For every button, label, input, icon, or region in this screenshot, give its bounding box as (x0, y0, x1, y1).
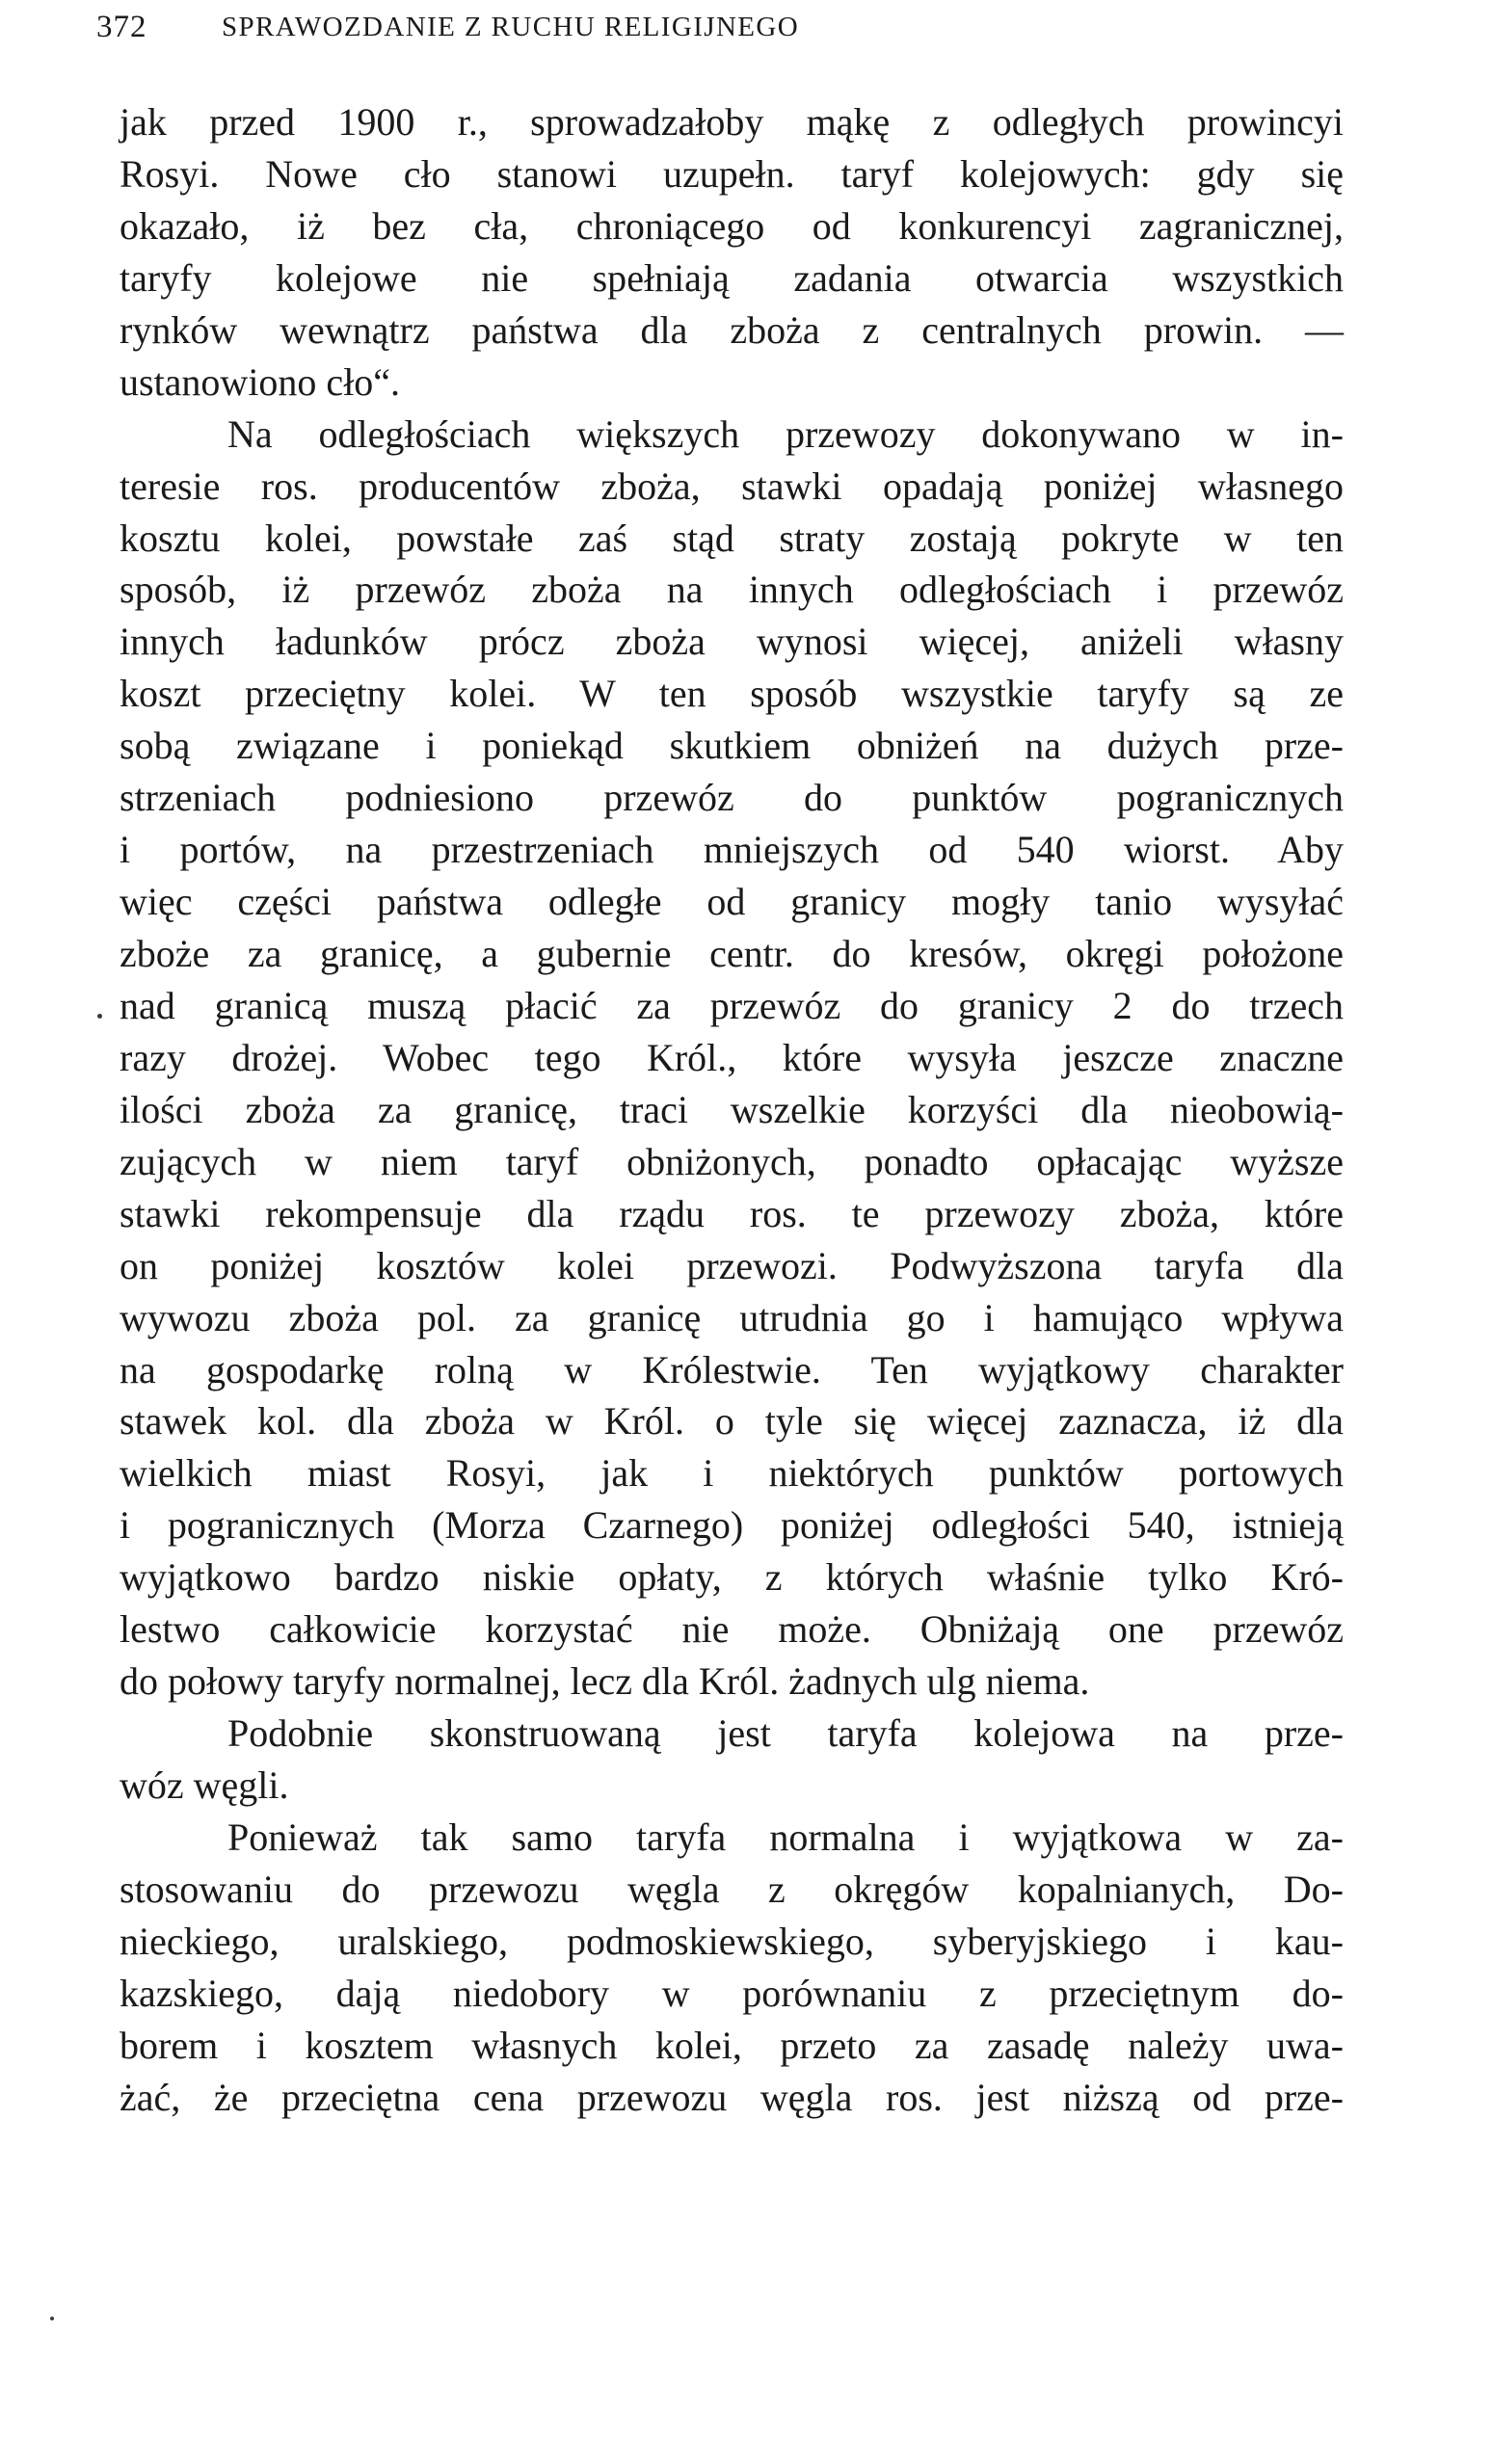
text-line: ustanowiono cło“. (120, 359, 401, 404)
running-head (96, 10, 1118, 48)
text-line: wyjątkowo bardzo niskie opłaty, z których właśnie tylko Kró- (120, 1555, 1344, 1600)
running-title: SPRAWOZDANIE Z RUCHU RELIGIJNEGO (222, 12, 800, 42)
paragraph-first-line: Podobnie skonstruowaną jest taryfa kolejowa na prze- (227, 1711, 1344, 1756)
body-text (120, 96, 1344, 2124)
text-line: jak przed 1900 r., sprowadzałoby mąkę z odległych prowincyi (120, 100, 1344, 144)
text-line: więc części państwa odległe od granicy mogły tanio wysyłać (120, 880, 1344, 924)
text-line: stawki rekompensuje dla rządu ros. te przewozy zboża, które (120, 1191, 1344, 1235)
text-line: razy drożej. Wobec tego Król., które wysyła jeszcze znaczne (120, 1035, 1344, 1079)
text-line: nieckiego, uralskiego, podmoskiewskiego, syberyjskiego i kau- (120, 1919, 1344, 1963)
text-line: koszt przeciętny kolei. W ten sposób wszystkie taryfy są ze (120, 672, 1344, 716)
text-line: Rosyi. Nowe cło stanowi uzupełn. taryf kolejowych: gdy się (120, 151, 1344, 196)
text-line: i portów, na przestrzeniach mniejszych od 540 wiorst. Aby (120, 828, 1344, 872)
text-line: i pogranicznych (Morza Czarnego) poniżej odległości 540, istnieją (120, 1503, 1344, 1548)
text-line: do połowy taryfy normalnej, lecz dla Król. żadnych ulg niema. (120, 1659, 1090, 1704)
text-line: okazało, iż bez cła, chroniącego od konkurencyi zagranicznej, (120, 203, 1344, 248)
text-line: zboże za granicę, a gubernie centr. do kresów, okręgi położone (120, 932, 1344, 975)
text-line: wóz węgli. (120, 1763, 289, 1807)
text-line: na gospodarkę rolną w Królestwie. Ten wyjątkowy charakter (120, 1347, 1344, 1391)
text-line: wielkich miast Rosyi, jak i niektórych punktów portowych (120, 1451, 1344, 1496)
text-line: stawek kol. dla zboża w Król. o tyle się więcej zaznacza, iż dla (120, 1399, 1344, 1444)
text-line: teresie ros. producentów zboża, stawki opadają poniżej własnego (120, 464, 1344, 508)
paragraph-first-line: Na odległościach większych przewozy dokonywano w in- (227, 411, 1344, 456)
text-line: ilości zboża za granicę, traci wszelkie korzyści dla nieobowią- (120, 1087, 1344, 1131)
text-line: sposób, iż przewóz zboża na innych odległościach i przewóz (120, 568, 1344, 612)
text-line: nad granicą muszą płacić za przewóz do granicy 2 do trzech (120, 983, 1344, 1027)
text-line: borem i kosztem własnych kolei, przeto za zasadę należy uwa- (120, 2023, 1344, 2067)
speck-mark (97, 1014, 102, 1019)
text-line: innych ładunków prócz zboża wynosi więcej, aniżeli własny (120, 620, 1344, 664)
text-line: lestwo całkowicie korzystać nie może. Obniżają one przewóz (120, 1607, 1344, 1652)
page-number: 372 (96, 10, 147, 44)
text-line: taryfy kolejowe nie spełniają zadania otwarcia wszystkich (120, 255, 1344, 300)
text-line: stosowaniu do przewozu węgla z okręgów kopalnianych, Do- (120, 1867, 1344, 1911)
speck-mark (50, 2317, 54, 2320)
text-line: żać, że przeciętna cena przewozu węgla ros. jest niższą od prze- (120, 2075, 1344, 2119)
paragraph-first-line: Ponieważ tak samo taryfa normalna i wyjątkowa w za- (227, 1815, 1344, 1859)
text-line: on poniżej kosztów kolei przewozi. Podwyższona taryfa dla (120, 1243, 1344, 1287)
text-line: sobą związane i poniekąd skutkiem obniżeń na dużych prze- (120, 724, 1344, 768)
text-line: rynków wewnątrz państwa dla zboża z centralnych prowin. — (120, 307, 1344, 352)
text-line: kosztu kolei, powstałe zaś stąd straty zostają pokryte w ten (120, 516, 1344, 560)
text-line: strzeniach podniesiono przewóz do punktów pogranicznych (120, 776, 1344, 820)
text-line: zujących w niem taryf obniżonych, ponadto opłacając wyższe (120, 1139, 1344, 1183)
text-line: kazskiego, dają niedobory w porównaniu z przeciętnym do- (120, 1971, 1344, 2015)
text-line: wywozu zboża pol. za granicę utrudnia go i hamująco wpływa (120, 1295, 1344, 1339)
